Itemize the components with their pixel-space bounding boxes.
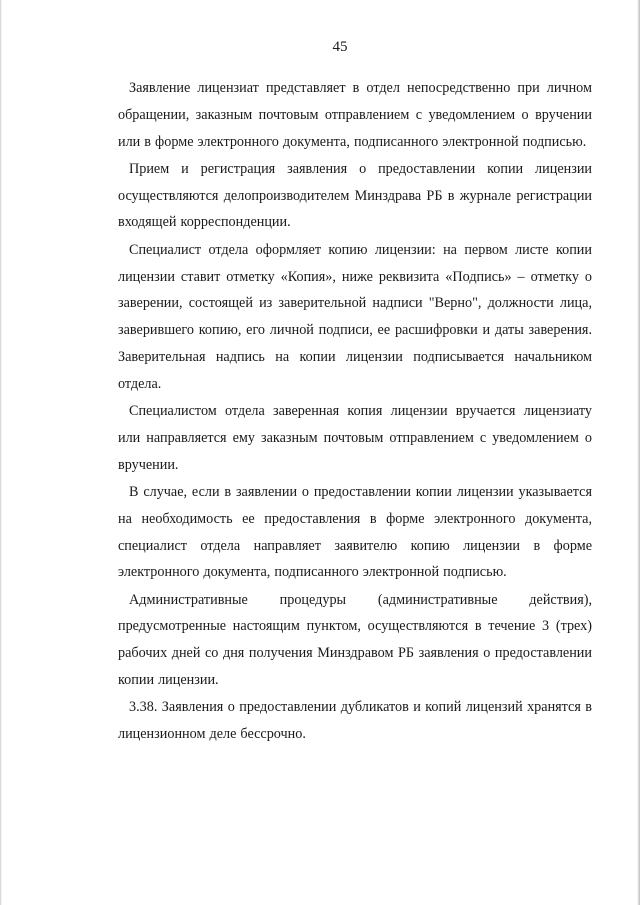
- paragraph-submission: Заявление лицензиат представляет в отдел непосредственно при личном обращении, заказным почтовым отправлением с уведомлением о вручении или в форме электронного документа, подписанного электронной подписью.: [118, 80, 592, 150]
- page-number: 45: [332, 39, 348, 55]
- scan-edge-left: [0, 0, 2, 905]
- paragraph-procedure-deadline: Административные процедуры (административные действия), предусмотренные настоящим пунктом, осуществляются в течение 3 (трех) рабочих дней со дня получения Минздравом РБ заявления о предоставлении копии лицензии.: [118, 591, 592, 689]
- paragraph-electronic-form: В случае, если в заявлении о предоставлении копии лицензии указывается на необходимость ее предоставления в форме электронного документа, специалист отдела направляет заявителю копию лицензии в форме электронного документа, подписанного электронной подписью.: [118, 483, 592, 581]
- paragraph-registration: Прием и регистрация заявления о предоставлении копии лицензии осуществляются делопроизводителем Минздрава РБ в журнале регистрации входящей корреспонденции.: [118, 160, 592, 231]
- paragraph-section-3-38: 3.38. Заявления о предоставлении дубликатов и копий лицензий хранятся в лицензионном деле бессрочно.: [118, 699, 592, 743]
- paragraph-delivery: Специалистом отдела заверенная копия лицензии вручается лицензиату или направляется ему заказным почтовым отправлением с уведомлением о вручении.: [118, 403, 592, 473]
- paragraph-copy-certification: Специалист отдела оформляет копию лицензии: на первом листе копии лицензии ставит отметку «Копия», ниже реквизита «Подпись» – отметку о заверении, состоящей из заверительной надписи "Верно", должности лица, заверившего копию, его личной подписи, ее расшифровки и даты заверения. Заверительная надпись на копии лицензии подписывается начальником отдела.: [118, 241, 592, 392]
- document-body: [118, 75, 592, 748]
